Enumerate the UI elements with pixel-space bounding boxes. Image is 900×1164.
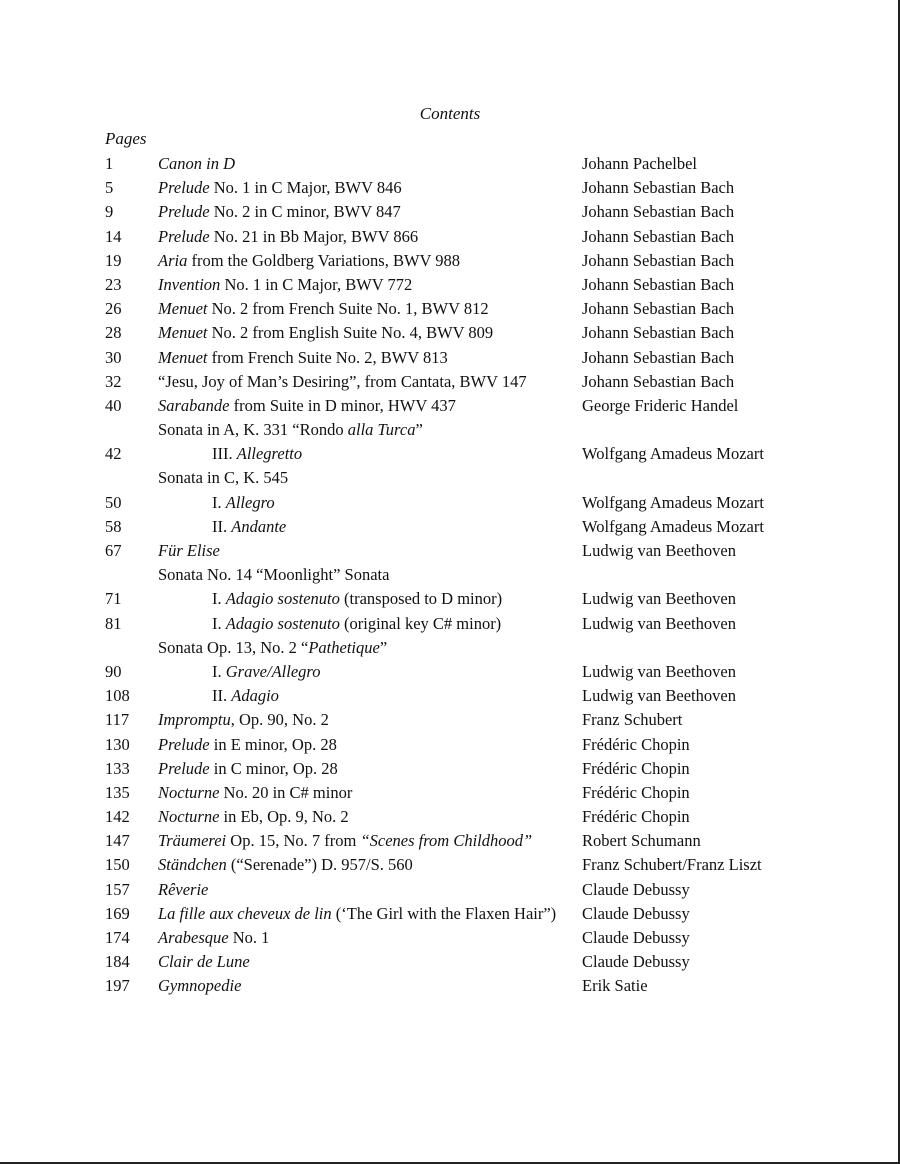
title-text: (original key C# minor): [339, 613, 502, 633]
composer: Johann Sebastian Bach: [582, 226, 735, 246]
contents-heading: Contents: [419, 104, 481, 123]
title-italic: “Scenes from Childhood”: [360, 831, 533, 851]
page-number: 184: [105, 952, 130, 972]
title-italic: Träumerei: [158, 831, 227, 851]
toc-entry: [0, 297, 900, 321]
composer: Johann Sebastian Bach: [582, 371, 735, 391]
title-italic: La fille aux cheveux de lin: [158, 903, 332, 923]
title-text: in E minor, Op. 28: [209, 734, 337, 754]
toc-entry: [0, 442, 900, 466]
page-number: 40: [105, 395, 122, 415]
title-italic: Menuet: [158, 347, 208, 367]
title-italic: Prelude: [158, 202, 210, 222]
title-text: “Jesu, Joy of Man’s Desiring”, from Cantata, BWV 147: [158, 371, 527, 391]
composer: Claude Debussy: [582, 903, 690, 923]
movement-number: I.: [212, 661, 226, 681]
piece-title: [158, 733, 337, 757]
title-italic: alla Turca: [347, 420, 416, 440]
title-italic: Prelude: [158, 178, 210, 198]
composer: Johann Sebastian Bach: [582, 274, 735, 294]
piece-title: [212, 660, 320, 684]
toc-entry: [0, 660, 900, 684]
composer: Frédéric Chopin: [582, 807, 690, 827]
title-italic: Allegretto: [236, 444, 303, 464]
composer: Johann Sebastian Bach: [582, 347, 735, 367]
title-italic: Nocturne: [158, 782, 220, 802]
toc-entry: [0, 878, 900, 902]
title-italic: Prelude: [158, 758, 210, 778]
page-number: 14: [105, 226, 122, 246]
title-text: from the Goldberg Variations, BWV 988: [187, 250, 461, 270]
composer: Claude Debussy: [582, 952, 690, 972]
title-text: No. 20 in C# minor: [219, 782, 353, 802]
piece-title: [158, 346, 448, 370]
title-italic: Prelude: [158, 226, 210, 246]
piece-title: [212, 515, 286, 539]
page-number: 150: [105, 855, 130, 875]
page-number: 30: [105, 347, 122, 367]
toc-entry: [0, 539, 900, 563]
composer: Wolfgang Amadeus Mozart: [582, 516, 764, 536]
composer: Ludwig van Beethoven: [582, 686, 736, 706]
toc-entry: [0, 974, 900, 998]
page-number: 197: [105, 976, 130, 996]
page-number: 81: [105, 613, 122, 633]
title-italic: Pathetique: [308, 637, 380, 657]
piece-title: [212, 684, 279, 708]
title-italic: Rêverie: [158, 879, 209, 899]
toc-entry: [0, 225, 900, 249]
toc-entry: [0, 950, 900, 974]
page-number: 169: [105, 903, 130, 923]
work-group-title: [158, 418, 423, 442]
toc-entry: [0, 684, 900, 708]
toc-entry: [0, 152, 900, 176]
work-group-title: [158, 466, 288, 490]
piece-title: [212, 491, 275, 515]
composer: Frédéric Chopin: [582, 734, 690, 754]
composer: Ludwig van Beethoven: [582, 613, 736, 633]
toc-entry: [0, 757, 900, 781]
toc-entry: [0, 926, 900, 950]
work-group-header: [0, 563, 900, 587]
page-number: 71: [105, 589, 122, 609]
work-group-header: [0, 466, 900, 490]
title-italic: Adagio sostenuto: [225, 613, 340, 633]
composer: Johann Sebastian Bach: [582, 323, 735, 343]
composer: Johann Sebastian Bach: [582, 299, 735, 319]
page-number: 174: [105, 928, 130, 947]
title-italic: Allegro: [225, 492, 275, 512]
work-group-header: [0, 418, 900, 442]
title-text: Op. 15, No. 7 from: [226, 831, 361, 851]
title-text: No. 1 in C Major, BWV 772: [220, 274, 413, 294]
composer: Wolfgang Amadeus Mozart: [582, 492, 764, 512]
pages-column-label: Pages: [105, 129, 147, 148]
title-text: from French Suite No. 2, BWV 813: [207, 347, 448, 367]
piece-title: [158, 539, 220, 563]
toc-entry: [0, 612, 900, 636]
piece-title: [158, 394, 456, 418]
title-italic: Menuet: [158, 299, 208, 319]
toc-entry: [0, 733, 900, 757]
page-number: 130: [105, 734, 130, 754]
page-number: 58: [105, 516, 122, 536]
title-italic: Canon in D: [158, 154, 236, 173]
composer: Johann Pachelbel: [582, 154, 698, 173]
title-text: (‘The Girl with the Flaxen Hair”): [331, 903, 557, 923]
movement-number: I.: [212, 492, 226, 512]
toc-entry: [0, 491, 900, 515]
piece-title: [158, 902, 556, 926]
title-text: No. 1 in C Major, BWV 846: [209, 178, 402, 198]
piece-title: [158, 805, 349, 829]
composer: Ludwig van Beethoven: [582, 541, 736, 560]
piece-title: [158, 370, 527, 394]
work-group-title: [158, 636, 387, 660]
piece-title: [158, 708, 329, 732]
toc-entry: [0, 708, 900, 732]
piece-title: [158, 829, 532, 853]
page-number: 135: [105, 782, 130, 802]
piece-title: [158, 249, 460, 273]
composer: George Frideric Handel: [582, 395, 739, 415]
movement-number: I.: [212, 613, 226, 633]
toc-entry: [0, 273, 900, 297]
piece-title: [158, 321, 493, 345]
title-italic: Gymnopedie: [158, 976, 242, 996]
page-number: 147: [105, 831, 130, 851]
title-text: No. 21 in Bb Major, BWV 866: [209, 226, 419, 246]
movement-number: II.: [212, 516, 232, 536]
composer: Frédéric Chopin: [582, 758, 690, 778]
toc-entry: [0, 249, 900, 273]
page-number: 42: [105, 444, 122, 464]
title-text: (transposed to D minor): [339, 589, 503, 609]
title-text: Sonata in A, K. 331 “Rondo: [158, 420, 348, 440]
piece-title: [158, 878, 208, 902]
toc-entry: [0, 346, 900, 370]
piece-title: [158, 176, 402, 200]
composer: Franz Schubert/Franz Liszt: [582, 855, 762, 875]
title-italic: Menuet: [158, 323, 208, 343]
title-italic: Sarabande: [158, 395, 230, 415]
page-number: 26: [105, 299, 122, 319]
composer: Johann Sebastian Bach: [582, 250, 735, 270]
piece-title: [212, 442, 302, 466]
movement-number: III.: [212, 444, 237, 464]
piece-title: [158, 273, 412, 297]
page-number: 9: [105, 202, 114, 222]
title-italic: Impromptu: [158, 710, 231, 730]
toc-entry: [0, 321, 900, 345]
title-text: from Suite in D minor, HWV 437: [229, 395, 456, 415]
composer: Claude Debussy: [582, 928, 690, 947]
title-italic: Arabesque: [158, 928, 229, 947]
page-number: 19: [105, 250, 122, 270]
title-italic: Adagio: [231, 686, 279, 706]
toc-entry: [0, 781, 900, 805]
title-text: in Eb, Op. 9, No. 2: [219, 807, 349, 827]
work-group-header: [0, 636, 900, 660]
page-number: 28: [105, 323, 122, 343]
composer: Franz Schubert: [582, 710, 683, 730]
piece-title: [158, 974, 241, 998]
toc-entry: [0, 829, 900, 853]
toc-entry: [0, 176, 900, 200]
toc-entry: [0, 805, 900, 829]
title-italic: Invention: [158, 274, 221, 294]
page-number: 142: [105, 807, 130, 827]
title-italic: Nocturne: [158, 807, 220, 827]
title-text: No. 1: [228, 928, 270, 947]
piece-title: [212, 612, 501, 636]
title-italic: Clair de Lune: [158, 952, 250, 972]
composer: Johann Sebastian Bach: [582, 178, 735, 198]
page-number: 1: [105, 154, 114, 173]
table-of-contents: [0, 152, 900, 999]
page-number: 157: [105, 879, 130, 899]
piece-title: [158, 926, 269, 950]
composer: Frédéric Chopin: [582, 782, 690, 802]
toc-entry: [0, 587, 900, 611]
title-italic: Adagio sostenuto: [225, 589, 340, 609]
title-italic: Prelude: [158, 734, 210, 754]
toc-entry: [0, 853, 900, 877]
page-number: 23: [105, 274, 122, 294]
title-text: No. 2 from French Suite No. 1, BWV 812: [207, 299, 489, 319]
title-italic: Grave/Allegro: [225, 661, 321, 681]
title-text: Sonata Op. 13, No. 2 “: [158, 637, 309, 657]
piece-title: [212, 587, 502, 611]
work-group-title: [158, 563, 389, 587]
piece-title: [158, 152, 235, 176]
title-text: No. 2 from English Suite No. 4, BWV 809: [207, 323, 494, 343]
composer: Claude Debussy: [582, 879, 690, 899]
title-italic: Für Elise: [158, 541, 220, 560]
page-number: 117: [105, 710, 130, 730]
page-number: 5: [105, 178, 114, 198]
page-number: 108: [105, 686, 130, 706]
piece-title: [158, 853, 413, 877]
composer: Wolfgang Amadeus Mozart: [582, 444, 764, 464]
title-italic: Ständchen: [158, 855, 227, 875]
title-text: in C minor, Op. 28: [209, 758, 338, 778]
title-text: Sonata No. 14 “Moonlight” Sonata: [158, 565, 390, 585]
toc-entry: [0, 515, 900, 539]
page-number: 50: [105, 492, 122, 512]
title-italic: Aria: [158, 250, 188, 270]
title-text: (“Serenade”) D. 957/S. 560: [226, 855, 413, 875]
toc-entry: [0, 902, 900, 926]
title-text: No. 2 in C minor, BWV 847: [209, 202, 401, 222]
piece-title: [158, 781, 352, 805]
toc-entry: [0, 370, 900, 394]
page-number: 67: [105, 541, 122, 560]
toc-entry: [0, 200, 900, 224]
piece-title: [158, 757, 338, 781]
piece-title: [158, 200, 401, 224]
title-italic: Andante: [231, 516, 287, 536]
movement-number: I.: [212, 589, 226, 609]
piece-title: [158, 225, 418, 249]
title-text: ”: [415, 420, 423, 440]
composer: Johann Sebastian Bach: [582, 202, 735, 222]
page-number: 133: [105, 758, 130, 778]
composer: Ludwig van Beethoven: [582, 661, 736, 681]
toc-entry: [0, 394, 900, 418]
composer: Robert Schumann: [582, 831, 701, 851]
page-number: 90: [105, 661, 122, 681]
title-text: Sonata in C, K. 545: [158, 468, 289, 488]
composer: Ludwig van Beethoven: [582, 589, 736, 609]
piece-title: [158, 950, 250, 974]
title-text: ”: [379, 637, 388, 657]
title-text: , Op. 90, No. 2: [230, 710, 329, 730]
piece-title: [158, 297, 489, 321]
composer: Erik Satie: [582, 976, 648, 996]
page-number: 32: [105, 371, 122, 391]
movement-number: II.: [212, 686, 232, 706]
